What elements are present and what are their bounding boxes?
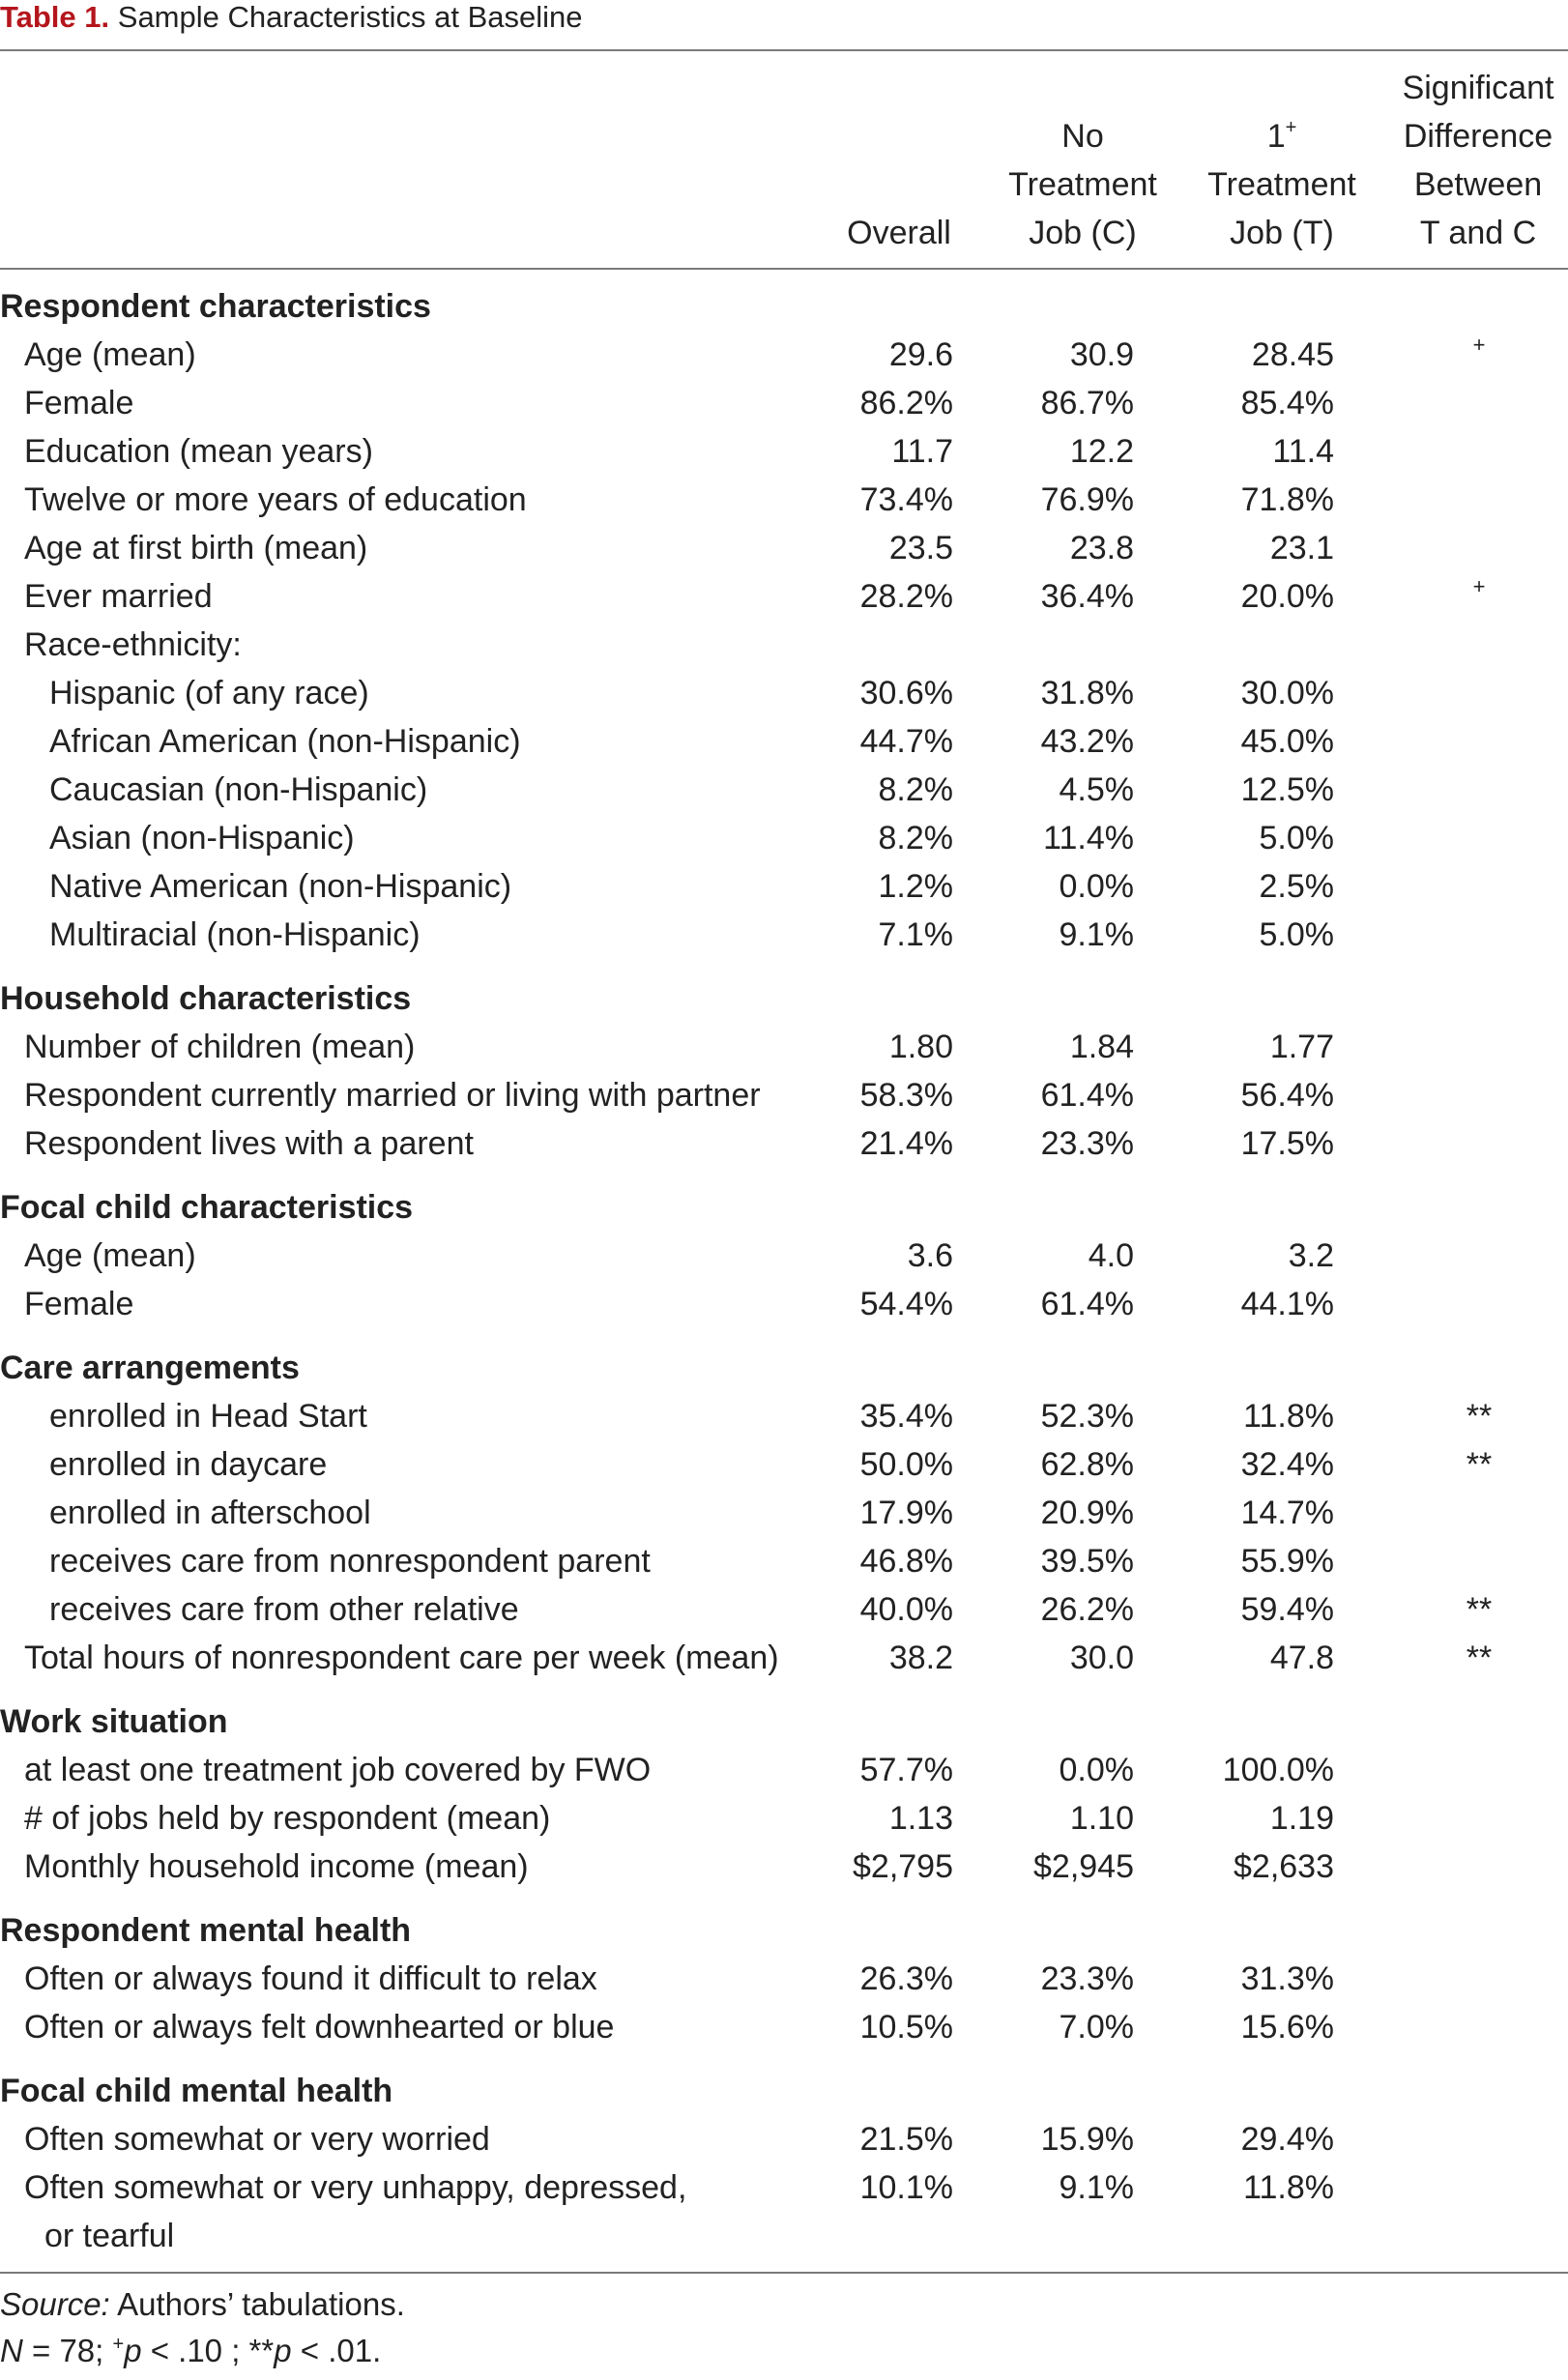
cell-overall: 28.2% — [859, 578, 953, 615]
table-row — [0, 1023, 1568, 1071]
cell-no-treatment: 31.8% — [1040, 675, 1134, 711]
table-row — [0, 911, 1568, 959]
cell-treatment: 23.1 — [1269, 530, 1334, 566]
cell-significance — [1431, 476, 1527, 524]
table-row — [0, 1489, 1568, 1537]
table-row — [0, 717, 1568, 766]
row-label: receives care from other relative — [49, 1591, 519, 1628]
cell-no-treatment: 15.9% — [1040, 2121, 1134, 2158]
header-treatment: 1+ Treatment Job (T) — [1207, 117, 1356, 251]
cell-treatment: 5.0% — [1259, 916, 1334, 953]
cell-no-treatment: 0.0% — [1059, 1752, 1134, 1788]
row-label: receives care from nonrespondent parent — [49, 1543, 651, 1580]
cell-no-treatment: 23.3% — [1040, 1125, 1134, 1162]
table-row — [0, 331, 1568, 379]
cell-treatment: 56.4% — [1240, 1077, 1334, 1114]
cell-significance — [1431, 379, 1527, 427]
cell-significance — [1431, 1440, 1527, 1489]
cell-overall: 21.5% — [859, 2121, 953, 2158]
cell-no-treatment: 30.9 — [1069, 336, 1134, 373]
cell-significance — [1431, 2212, 1527, 2260]
cell-no-treatment: 0.0% — [1059, 868, 1134, 905]
cell-significance — [1431, 2003, 1527, 2051]
cell-overall: 54.4% — [859, 1286, 953, 1322]
cell-treatment: 30.0% — [1240, 675, 1334, 711]
cell-no-treatment: 9.1% — [1059, 2169, 1134, 2206]
cell-treatment: 11.8% — [1243, 1398, 1334, 1435]
table-title: Sample Characteristics at Baseline — [117, 0, 583, 34]
table-row — [0, 1440, 1568, 1489]
table-row — [0, 1585, 1568, 1634]
section-title: Household characteristics — [0, 980, 412, 1017]
significance-marker: ** — [1466, 1591, 1493, 1628]
cell-treatment: 11.4 — [1272, 433, 1334, 470]
row-label: Twelve or more years of education — [24, 481, 527, 518]
cell-no-treatment: 1.84 — [1069, 1029, 1134, 1065]
footnote-source: Source: Authors’ tabulations. — [0, 2286, 405, 2322]
section-title: Care arrangements — [0, 1350, 300, 1386]
header-significant-difference: Significant Difference Between T and C — [1402, 70, 1554, 251]
cell-overall: 11.7 — [891, 433, 953, 470]
cell-no-treatment: 36.4% — [1040, 578, 1134, 615]
cell-significance — [1431, 1280, 1527, 1328]
cell-treatment: 85.4% — [1240, 385, 1334, 421]
cell-significance — [1431, 621, 1527, 669]
table-row — [0, 476, 1568, 524]
cell-treatment: 71.8% — [1240, 481, 1334, 518]
cell-significance — [1431, 1746, 1527, 1794]
row-label: Female — [24, 1286, 134, 1322]
cell-significance — [1431, 766, 1527, 814]
significance-marker: ** — [1466, 1398, 1493, 1435]
section-header-row — [0, 974, 1568, 1023]
section-title: Focal child mental health — [0, 2073, 393, 2109]
cell-significance — [1431, 1489, 1527, 1537]
cell-significance — [1431, 2115, 1527, 2163]
cell-treatment: 2.5% — [1259, 868, 1334, 905]
cell-treatment: 44.1% — [1240, 1286, 1334, 1322]
cell-significance — [1431, 669, 1527, 717]
table-row — [0, 621, 1568, 669]
table-label: Table 1. — [0, 0, 110, 34]
header-no-treatment: No Treatment Job (C) — [1008, 118, 1157, 251]
cell-overall: 1.2% — [878, 868, 953, 905]
cell-overall: 8.2% — [878, 771, 953, 808]
row-label: Respondent lives with a parent — [24, 1125, 474, 1162]
cell-treatment: 32.4% — [1240, 1446, 1334, 1483]
cell-overall: 46.8% — [859, 1543, 953, 1580]
row-label: enrolled in daycare — [49, 1446, 328, 1483]
cell-no-treatment: 86.7% — [1040, 385, 1134, 421]
cell-treatment: 29.4% — [1240, 2121, 1334, 2158]
cell-significance — [1431, 2163, 1527, 2212]
table-row — [0, 427, 1568, 476]
footnote-significance: N = 78; +p < .10 ; **p < .01. — [0, 2333, 382, 2368]
cell-no-treatment: 1.10 — [1069, 1800, 1134, 1837]
row-label: # of jobs held by respondent (mean) — [24, 1800, 551, 1837]
cell-significance — [1431, 1071, 1527, 1119]
table-row — [0, 2163, 1568, 2212]
cell-no-treatment: 23.3% — [1040, 1960, 1134, 1997]
cell-significance — [1431, 717, 1527, 766]
row-label: Native American (non-Hispanic) — [49, 868, 512, 905]
cell-treatment: 3.2 — [1288, 1237, 1334, 1274]
cell-overall: 57.7% — [859, 1752, 953, 1788]
table-caption — [0, 0, 582, 43]
table-row — [0, 1955, 1568, 2003]
header-overall: Overall — [847, 215, 951, 251]
row-label: African American (non-Hispanic) — [49, 723, 521, 760]
cell-significance — [1431, 1585, 1527, 1634]
significance-marker: ** — [1466, 1640, 1493, 1676]
cell-overall: 10.1% — [859, 2169, 953, 2206]
row-label: Race-ethnicity: — [24, 626, 242, 663]
row-label: Multiracial (non-Hispanic) — [49, 916, 421, 953]
cell-treatment: 45.0% — [1240, 723, 1334, 760]
section-header-row — [0, 2067, 1568, 2115]
row-label: Total hours of nonrespondent care per week (mean) — [24, 1640, 779, 1676]
row-label: Education (mean years) — [24, 433, 373, 470]
row-label: Age (mean) — [24, 336, 196, 373]
section-title: Respondent mental health — [0, 1912, 412, 1949]
table-row — [0, 1392, 1568, 1440]
cell-overall: 29.6 — [888, 336, 953, 373]
row-label: Ever married — [24, 578, 213, 615]
table-row — [0, 1232, 1568, 1280]
cell-significance — [1431, 1023, 1527, 1071]
row-label: Hispanic (of any race) — [49, 675, 369, 711]
cell-treatment: 28.45 — [1251, 336, 1334, 373]
cell-significance: + — [1472, 333, 1486, 357]
cell-significance — [1431, 524, 1527, 572]
cell-significance — [1431, 1232, 1527, 1280]
cell-treatment: 47.8 — [1269, 1640, 1334, 1676]
cell-overall: 7.1% — [878, 916, 953, 953]
cell-no-treatment: 30.0 — [1069, 1640, 1134, 1676]
table-row — [0, 814, 1568, 862]
table-row — [0, 1634, 1568, 1682]
cell-significance — [1431, 862, 1527, 911]
section-title: Work situation — [0, 1703, 228, 1740]
cell-no-treatment: 7.0% — [1059, 2009, 1134, 2046]
row-label: enrolled in Head Start — [49, 1398, 367, 1435]
cell-treatment: 100.0% — [1222, 1752, 1334, 1788]
cell-significance — [1431, 1392, 1527, 1440]
cell-overall: $2,795 — [853, 1848, 953, 1885]
cell-no-treatment: 62.8% — [1040, 1446, 1134, 1483]
cell-overall: 58.3% — [859, 1077, 953, 1114]
cell-no-treatment: 9.1% — [1059, 916, 1134, 953]
cell-significance — [1431, 911, 1527, 959]
cell-no-treatment: 43.2% — [1040, 723, 1134, 760]
significance-marker: ** — [1466, 1446, 1493, 1483]
table-row — [0, 572, 1568, 621]
cell-no-treatment: 20.9% — [1040, 1495, 1134, 1531]
section-title: Respondent characteristics — [0, 288, 431, 325]
row-label: Number of children (mean) — [24, 1029, 416, 1065]
table-row — [0, 669, 1568, 717]
cell-no-treatment: 61.4% — [1040, 1077, 1134, 1114]
cell-treatment: 59.4% — [1240, 1591, 1334, 1628]
cell-treatment: 31.3% — [1240, 1960, 1334, 1997]
cell-treatment: 12.5% — [1240, 771, 1334, 808]
cell-overall: 35.4% — [859, 1398, 953, 1435]
cell-no-treatment: 12.2 — [1069, 433, 1134, 470]
table-row — [0, 379, 1568, 427]
cell-overall: 50.0% — [859, 1446, 953, 1483]
cell-overall: 23.5 — [888, 530, 953, 566]
table-row — [0, 1119, 1568, 1168]
section-title: Focal child characteristics — [0, 1189, 414, 1226]
table-row — [0, 1280, 1568, 1328]
cell-no-treatment: 23.8 — [1069, 530, 1134, 566]
row-label: or tearful — [44, 2218, 175, 2254]
cell-treatment: 20.0% — [1240, 578, 1334, 615]
cell-significance — [1431, 1119, 1527, 1168]
table-row — [0, 2115, 1568, 2163]
bottom-rule — [0, 2272, 1568, 2274]
header-rule — [0, 268, 1568, 270]
treatment-superscript: + — [1285, 117, 1297, 138]
cell-overall: 8.2% — [878, 820, 953, 856]
row-label: enrolled in afterschool — [49, 1495, 371, 1531]
cell-significance — [1431, 1843, 1527, 1891]
cell-treatment: 17.5% — [1240, 1125, 1334, 1162]
section-header-row — [0, 282, 1568, 331]
cell-overall: 73.4% — [859, 481, 953, 518]
row-label: at least one treatment job covered by FWO — [24, 1752, 652, 1788]
row-label: Monthly household income (mean) — [24, 1848, 529, 1885]
cell-treatment: $2,633 — [1234, 1848, 1334, 1885]
cell-overall: 10.5% — [859, 2009, 953, 2046]
table-row — [0, 2212, 1568, 2260]
cell-treatment: 11.8% — [1243, 2169, 1334, 2206]
cell-overall: 26.3% — [859, 1960, 953, 1997]
cell-overall: 21.4% — [859, 1125, 953, 1162]
row-label: Often somewhat or very unhappy, depressed, — [24, 2169, 687, 2206]
table-row — [0, 1746, 1568, 1794]
cell-significance — [1431, 427, 1527, 476]
row-label: Often or always felt downhearted or blue — [24, 2009, 615, 2046]
cell-significance — [1431, 1955, 1527, 2003]
table-row — [0, 862, 1568, 911]
cell-treatment: 5.0% — [1259, 820, 1334, 856]
row-label: Age at first birth (mean) — [24, 530, 368, 566]
cell-treatment: 14.7% — [1240, 1495, 1334, 1531]
cell-overall: 3.6 — [907, 1237, 953, 1274]
cell-no-treatment: 76.9% — [1040, 481, 1134, 518]
table-row — [0, 524, 1568, 572]
row-label: Asian (non-Hispanic) — [49, 820, 355, 856]
cell-overall: 17.9% — [859, 1495, 953, 1531]
cell-significance: + — [1472, 574, 1486, 598]
row-label: Female — [24, 385, 134, 421]
row-label: Caucasian (non-Hispanic) — [49, 771, 428, 808]
table-row — [0, 1794, 1568, 1843]
cell-no-treatment: 61.4% — [1040, 1286, 1134, 1322]
cell-treatment: 1.77 — [1269, 1029, 1334, 1065]
cell-significance — [1431, 1537, 1527, 1585]
cell-significance — [1431, 1634, 1527, 1682]
row-label: Age (mean) — [24, 1237, 196, 1274]
section-header-row — [0, 1906, 1568, 1955]
cell-overall: 86.2% — [859, 385, 953, 421]
section-header-row — [0, 1698, 1568, 1746]
cell-overall: 44.7% — [859, 723, 953, 760]
cell-significance — [1431, 814, 1527, 862]
cell-no-treatment: $2,945 — [1033, 1848, 1134, 1885]
section-header-row — [0, 1183, 1568, 1232]
cell-overall: 38.2 — [888, 1640, 953, 1676]
cell-no-treatment: 11.4% — [1043, 820, 1134, 856]
cell-no-treatment: 4.5% — [1059, 771, 1134, 808]
table-row — [0, 1537, 1568, 1585]
cell-overall: 1.80 — [888, 1029, 953, 1065]
table-row — [0, 1843, 1568, 1891]
row-label: Respondent currently married or living with partner — [24, 1077, 761, 1114]
cell-treatment: 1.19 — [1269, 1800, 1334, 1837]
cell-no-treatment: 4.0 — [1088, 1237, 1134, 1274]
top-rule — [0, 49, 1568, 51]
cell-overall: 40.0% — [859, 1591, 953, 1628]
cell-overall: 30.6% — [859, 675, 953, 711]
cell-treatment: 55.9% — [1240, 1543, 1334, 1580]
row-label: Often somewhat or very worried — [24, 2121, 490, 2158]
table-row — [0, 2003, 1568, 2051]
cell-significance — [1431, 1794, 1527, 1843]
cell-no-treatment: 26.2% — [1040, 1591, 1134, 1628]
cell-no-treatment: 39.5% — [1040, 1543, 1134, 1580]
table-row — [0, 1071, 1568, 1119]
cell-treatment: 15.6% — [1240, 2009, 1334, 2046]
section-header-row — [0, 1344, 1568, 1392]
row-label: Often or always found it difficult to relax — [24, 1960, 597, 1997]
cell-overall: 1.13 — [888, 1800, 953, 1837]
cell-no-treatment: 52.3% — [1040, 1398, 1134, 1435]
table-row — [0, 766, 1568, 814]
